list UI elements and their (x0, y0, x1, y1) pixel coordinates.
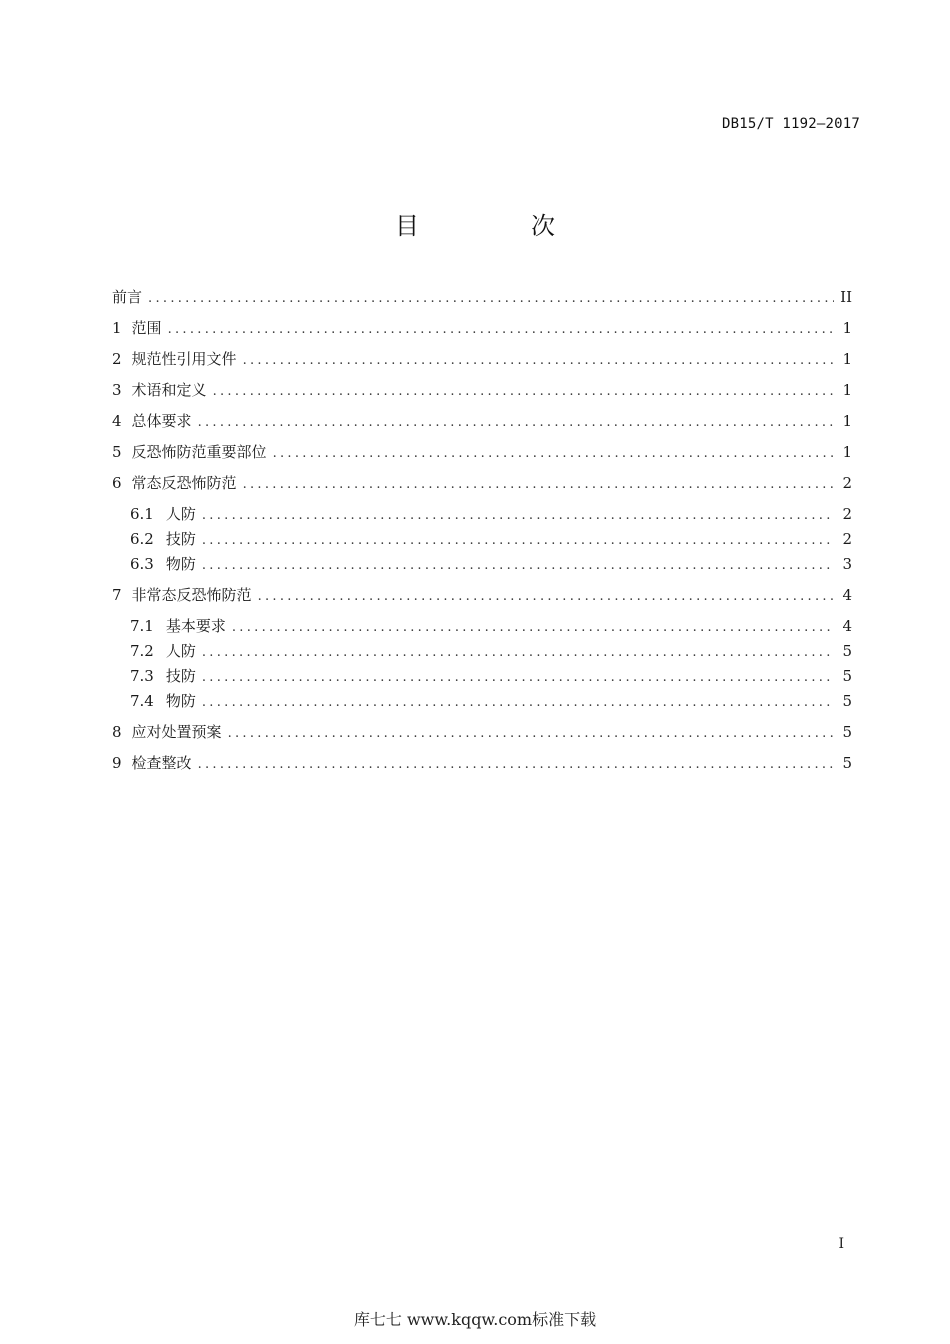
toc-entry-label: 非常态反恐怖防范 (131, 586, 252, 604)
toc-entry-label: 技防 (165, 667, 196, 685)
toc-entry[interactable] (112, 753, 852, 773)
toc-entry[interactable] (112, 641, 852, 661)
toc-entry-number: 2 (112, 350, 122, 368)
toc-entry-number: 7.2 (130, 642, 154, 660)
toc-entry[interactable] (112, 504, 852, 524)
toc-entry-page: 2 (842, 530, 852, 548)
toc-entry[interactable] (112, 585, 852, 605)
toc-dot-leader (213, 382, 834, 402)
toc-dot-leader (243, 475, 834, 495)
toc-entry[interactable] (112, 616, 852, 636)
toc-dot-leader (198, 755, 834, 775)
toc-entry-label: 人防 (165, 642, 196, 660)
toc-entry-page: 1 (842, 381, 852, 399)
page-title: 目 次 (395, 212, 599, 240)
toc-dot-leader (273, 444, 834, 464)
footer-watermark: 库七七 www.kqqw.com标准下载 (353, 1310, 597, 1329)
toc-entry-page: 5 (842, 642, 852, 660)
toc-entry-number: 7.4 (130, 692, 154, 710)
toc-dot-leader (148, 289, 834, 309)
document-code: DB15/T 1192—2017 (721, 116, 860, 132)
toc-entry-page: 3 (842, 555, 852, 573)
toc-entry-label: 反恐怖防范重要部位 (131, 443, 267, 461)
toc-entry-page: 2 (842, 474, 852, 492)
toc-entry[interactable] (112, 380, 852, 400)
toc-entry-number: 9 (112, 754, 122, 772)
toc-entry-page: 5 (842, 692, 852, 710)
toc-entry[interactable] (112, 529, 852, 549)
toc-entry-label: 前言 (112, 288, 143, 306)
toc-dot-leader (202, 668, 834, 688)
toc-entry-label: 物防 (165, 692, 196, 710)
toc-entry-label: 物防 (165, 555, 196, 573)
toc-dot-leader (243, 351, 834, 371)
toc-entry[interactable] (112, 666, 852, 686)
toc-entry-number: 6 (112, 474, 122, 492)
toc-entry-number: 7.3 (130, 667, 154, 685)
toc-dot-leader (202, 506, 834, 526)
toc-entry-number: 7.1 (130, 617, 154, 635)
toc-entry-label: 基本要求 (165, 617, 226, 635)
toc-entry[interactable] (112, 722, 852, 742)
toc-dot-leader (202, 556, 834, 576)
toc-entry-label: 检查整改 (131, 754, 192, 772)
toc-entry-label: 规范性引用文件 (131, 350, 237, 368)
toc-entry-label: 范围 (131, 319, 162, 337)
toc-dot-leader (202, 693, 834, 713)
toc-entry-page: II (840, 288, 852, 306)
toc-entry-page: 5 (842, 754, 852, 772)
toc-entry-page: 1 (842, 412, 852, 430)
toc-entry-page: 1 (842, 443, 852, 461)
toc-entry[interactable] (112, 318, 852, 338)
toc-dot-leader (258, 587, 834, 607)
toc-entry[interactable] (112, 691, 852, 711)
toc-entry[interactable] (112, 554, 852, 574)
toc-entry-page: 5 (842, 723, 852, 741)
toc-dot-leader (228, 724, 834, 744)
page-number: I (838, 1236, 844, 1252)
toc-dot-leader (198, 413, 834, 433)
toc-entry-label: 技防 (165, 530, 196, 548)
toc-entry-number: 6.2 (130, 530, 154, 548)
toc-entry[interactable] (112, 287, 852, 307)
toc-entry-label: 总体要求 (131, 412, 192, 430)
toc-entry-label: 人防 (165, 505, 196, 523)
toc-entry-number: 5 (112, 443, 122, 461)
toc-dot-leader (202, 531, 834, 551)
toc-entry[interactable] (112, 349, 852, 369)
toc-entry-number: 4 (112, 412, 122, 430)
toc-entry-number: 6.3 (130, 555, 154, 573)
toc-entry-page: 4 (842, 586, 852, 604)
toc-dot-leader (232, 618, 834, 638)
toc-dot-leader (168, 320, 834, 340)
table-of-contents (112, 287, 852, 773)
toc-entry-page: 5 (842, 667, 852, 685)
toc-entry-page: 1 (842, 350, 852, 368)
toc-entry-number: 7 (112, 586, 122, 604)
toc-entry-number: 3 (112, 381, 122, 399)
toc-entry-label: 术语和定义 (131, 381, 207, 399)
toc-entry-page: 1 (842, 319, 852, 337)
toc-entry-number: 8 (112, 723, 122, 741)
toc-entry-page: 2 (842, 505, 852, 523)
toc-entry[interactable] (112, 442, 852, 462)
toc-entry-label: 常态反恐怖防范 (131, 474, 237, 492)
toc-entry-number: 1 (112, 319, 122, 337)
toc-entry[interactable] (112, 473, 852, 493)
toc-entry-label: 应对处置预案 (131, 723, 222, 741)
toc-entry[interactable] (112, 411, 852, 431)
toc-entry-number: 6.1 (130, 505, 154, 523)
toc-dot-leader (202, 643, 834, 663)
toc-entry-page: 4 (842, 617, 852, 635)
